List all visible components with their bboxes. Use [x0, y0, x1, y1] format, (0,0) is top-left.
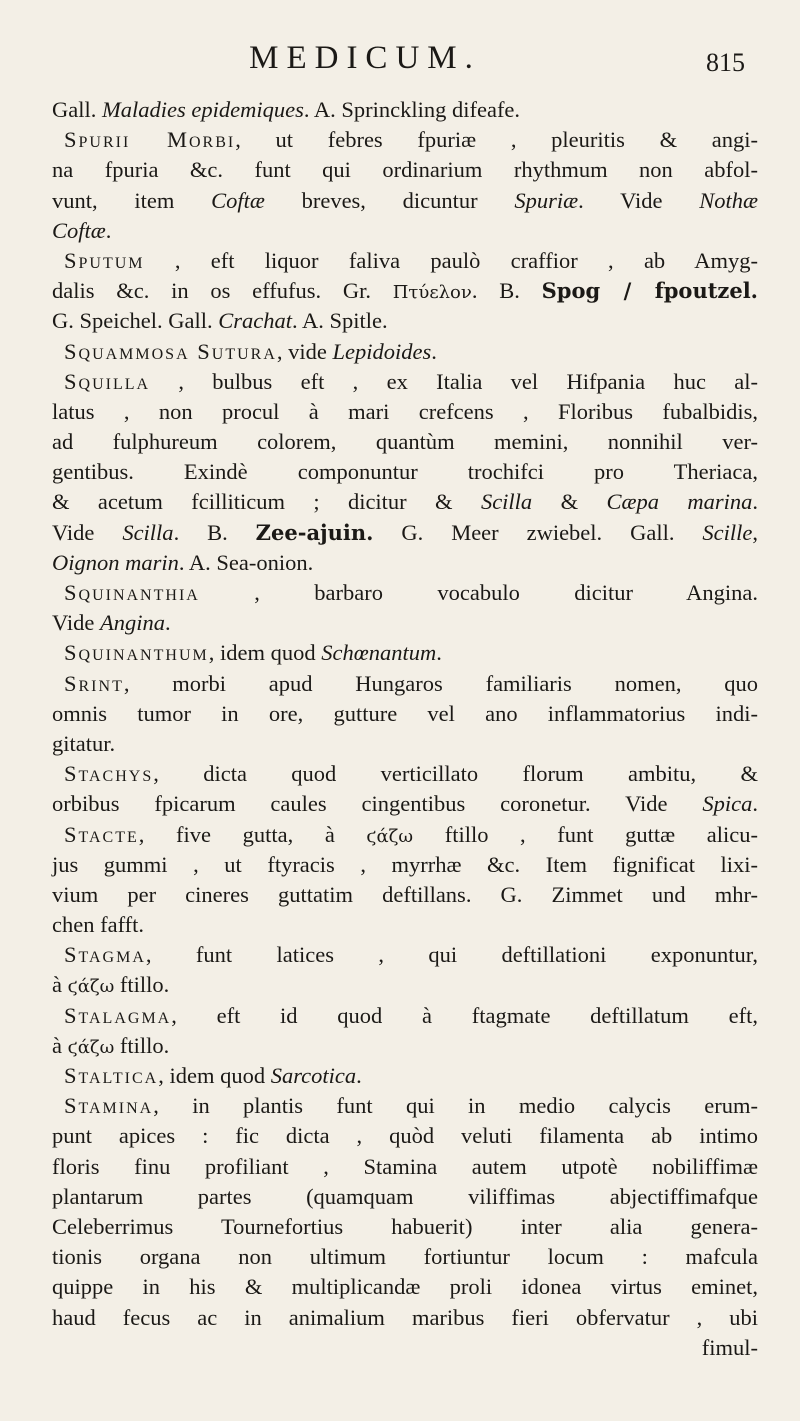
text-line: dalis &c. in os effufus. Gr. Πτύελον. B. Spog / fpoutzel. [52, 278, 758, 304]
text-line: omnis tumor in ore, gutture vel ano inflammatorius indi- [52, 700, 758, 726]
text-line: latus , non procul à mari crefcens , Floribus fubalbidis, [52, 398, 758, 424]
text-line: Spurii Morbi, ut febres fpuriæ , pleuritis & angi- [64, 127, 758, 153]
text-line: Gall. Maladies epidemiques. A. Sprinckling difeafe. [52, 97, 521, 122]
text-line: floris finu profiliant , Stamina autem utpotè nobiliffimæ [52, 1153, 758, 1179]
text-line: Oignon marin. A. Sea-onion. [52, 549, 314, 575]
text-line: ad fulphureum colorem, quantùm memini, nonnihil ver- [52, 429, 758, 455]
text-line: Vide Scilla. B. Zee-ajuin. G. Meer zwiebel. Gall. Scille, [52, 519, 758, 545]
running-title: MEDICUM. [249, 40, 481, 76]
text-line: Stachys, dicta quod verticillato florum ambitu, & [64, 761, 758, 787]
text-line: gentibus. Exindè componuntur trochifci pro Theriaca, [52, 459, 758, 485]
text-line: & acetum fcilliticum ; dicitur & Scilla & Cæpa marina. [52, 489, 758, 515]
text-line: tionis organa non ultimum fortiuntur locum : mafcula [52, 1244, 758, 1270]
text-line: à ϛάζω ftillo. [52, 972, 170, 998]
text-line: Coftæ. [52, 217, 112, 243]
text-line: vium per cineres guttatim deftillans. G. Zimmet und mhr- [52, 881, 758, 907]
text-line: Stalagma, eft id quod à ftagmate deftillatum eft, [64, 1002, 758, 1028]
text-line: quippe in his & multiplicandæ proli idonea virtus eminet, [52, 1274, 758, 1300]
text-line: plantarum partes (quamquam viliffimas abjectiffimafque [52, 1183, 758, 1209]
text-line: Squinanthia , barbaro vocabulo dicitur Angina. [64, 580, 758, 605]
page-number: 815 [706, 48, 745, 77]
text-line: Squammosa Sutura, vide Lepidoides. [64, 338, 437, 364]
text-line: jus gummi , ut ftyracis , myrrhæ &c. Item fignificat lixi- [52, 851, 758, 877]
text-line: Squilla , bulbus eft , ex Italia vel Hifpania huc al- [64, 368, 758, 394]
text-line: Squinanthum, idem quod Schœnantum. [64, 640, 442, 666]
text-line: na fpuria &c. funt qui ordinarium rhythmum non abfol- [52, 157, 758, 183]
text-line: fimul- [701, 1334, 758, 1360]
text-line: punt apices : fic dicta , quòd veluti filamenta ab intimo [52, 1123, 758, 1149]
text-line: à ϛάζω ftillo. [52, 1032, 170, 1058]
text-line: Vide Angina. [52, 610, 171, 636]
text-line: chen fafft. [52, 912, 145, 938]
text-line: Sputum , eft liquor faliva paulò craffior , ab Amyg- [64, 247, 758, 273]
dictionary-text [52, 95, 758, 1363]
text-line: Stacte, five gutta, à ϛάζω ftillo , funt guttæ alicu- [64, 821, 758, 847]
text-line: gitatur. [52, 730, 116, 756]
text-line: vunt, item Coftæ breves, dicuntur Spuriæ. Vide Nothæ [52, 187, 758, 213]
text-line: Staltica, idem quod Sarcotica. [64, 1063, 362, 1088]
text-line: haud fecus ac in animalium maribus fieri obfervatur , ubi [52, 1304, 758, 1330]
text-line: Stamina, in plantis funt qui in medio calycis erum- [64, 1093, 758, 1119]
text-line: Celeberrimus Tournefortius habuerit) inter alia genera- [52, 1213, 758, 1239]
text-line: Stagma, funt latices , qui deftillationi exponuntur, [64, 942, 758, 968]
text-line: Srint, morbi apud Hungaros familiaris nomen, quo [64, 670, 758, 696]
text-line: orbibus fpicarum caules cingentibus coronetur. Vide Spica. [52, 791, 758, 817]
text-line: G. Speichel. Gall. Crachat. A. Spitle. [52, 308, 388, 334]
